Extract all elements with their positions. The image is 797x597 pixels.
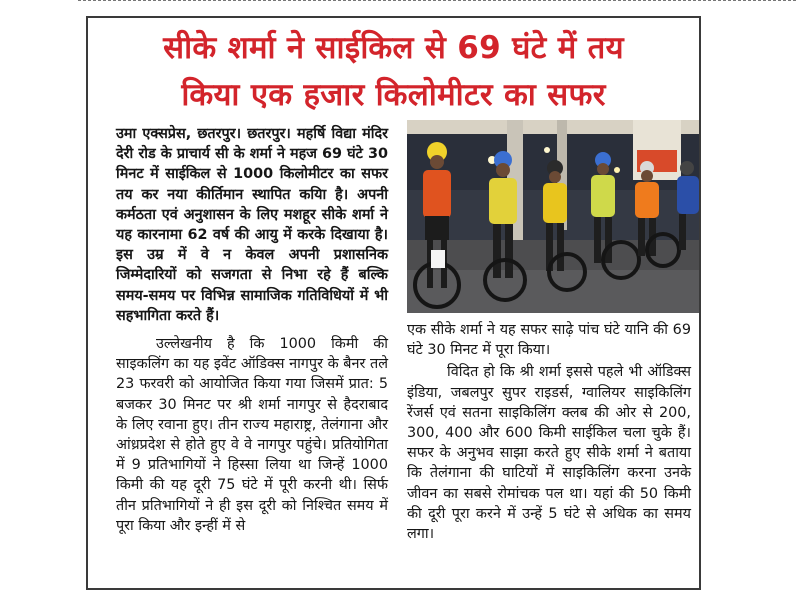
right-paragraph-2: विदित हो कि श्री शर्मा इससे पहले भी ऑडिक्स इंडिया, जबलपुर सुपर राइडर्स, ग्वालियर साइकिलिंग रेंजर्स एवं सतना साइकिलिंग क्लब की ओर से 200, 300, 400 और 600 किमी साईकिल चला चुके हैं। सफर के अनुभव साझा करते हुए सीके शर्मा ने बताया कि तेलंगाना की घाटियों में साइकिलिंग करना उनके जीवन का सबसे रोमांचक पल था। यहां की 50 किमी की दूरी पूरा करने में उन्हें 5 घंटे से अधिक का समय लगा। <box>407 364 691 543</box>
cyclists-photo-illustration <box>407 120 699 313</box>
news-article <box>86 16 701 590</box>
left-column <box>116 124 388 536</box>
body-paragraph-2: उल्लेखनीय है कि 1000 किमी की साइकलिंग का यह इवेंट ऑडिक्स नागपुर के बैनर तले 23 फरवरी को आयोजित किया गया जिसमें प्रात: 5 बजकर 30 मिनट पर श्री शर्मा नागपुर से हैदराबाद के लिए रवाना हुए। तीन राज्य महाराष्ट्र, तेलंगाना और आंध्रप्रदेश से होते हुए वे वे नागपुर पहुंचे। प्रतियोगिता में 9 प्रतिभागियों ने हिस्सा लिया था जिन्हें 1000 किमी की यह दूरी 75 घंटे में पूरी करनी थी। सिर्फ तीन प्रतिभागियों ने ही इस दूरी को निश्चित समय में पूरा किया और इन्हीं में से <box>116 336 388 534</box>
lead-body: छतरपुर। महर्षि विद्या मंदिर देरी रोड के प्राचार्य सी के शर्मा ने महज 69 घंटे 30 मिनट में साईकिल से 1000 किलोमीटर का सफर तय कर नया कीर्तिमान स्थापित कयिा है। अपनी कर्मठता एवं अनुशासन के लिए मशहूर सीके शर्मा ने यह कारनामा 62 वर्ष की आयु में करके दिखाया है। इस उम्र में वे न केवल अपनी प्रशासनिक जिम्मेदारियों को सजगता से निभा रहे हैं बल्कि समय-समय पर विभिन्न सामाजिक गतिविधियों में भी सहभागिता करते हैं। <box>116 126 388 324</box>
right-paragraph-1: एक सीके शर्मा ने यह सफर साढ़े पांच घंटे यानि की 69 घंटे 30 मिनट में पूरा किया। <box>407 322 691 359</box>
dateline: उमा एक्सप्रेस, छतरपुर। <box>116 126 242 142</box>
page-top-rule <box>78 0 796 4</box>
lead-paragraph <box>116 124 388 326</box>
headline-line-2: किया एक हजार किलोमीटर का सफर <box>181 77 606 113</box>
right-column <box>407 320 691 544</box>
group-of-cyclists-photo <box>407 120 699 313</box>
headline-line-1: सीके शर्मा ने साईकिल से 69 घंटे में तय <box>163 30 624 66</box>
